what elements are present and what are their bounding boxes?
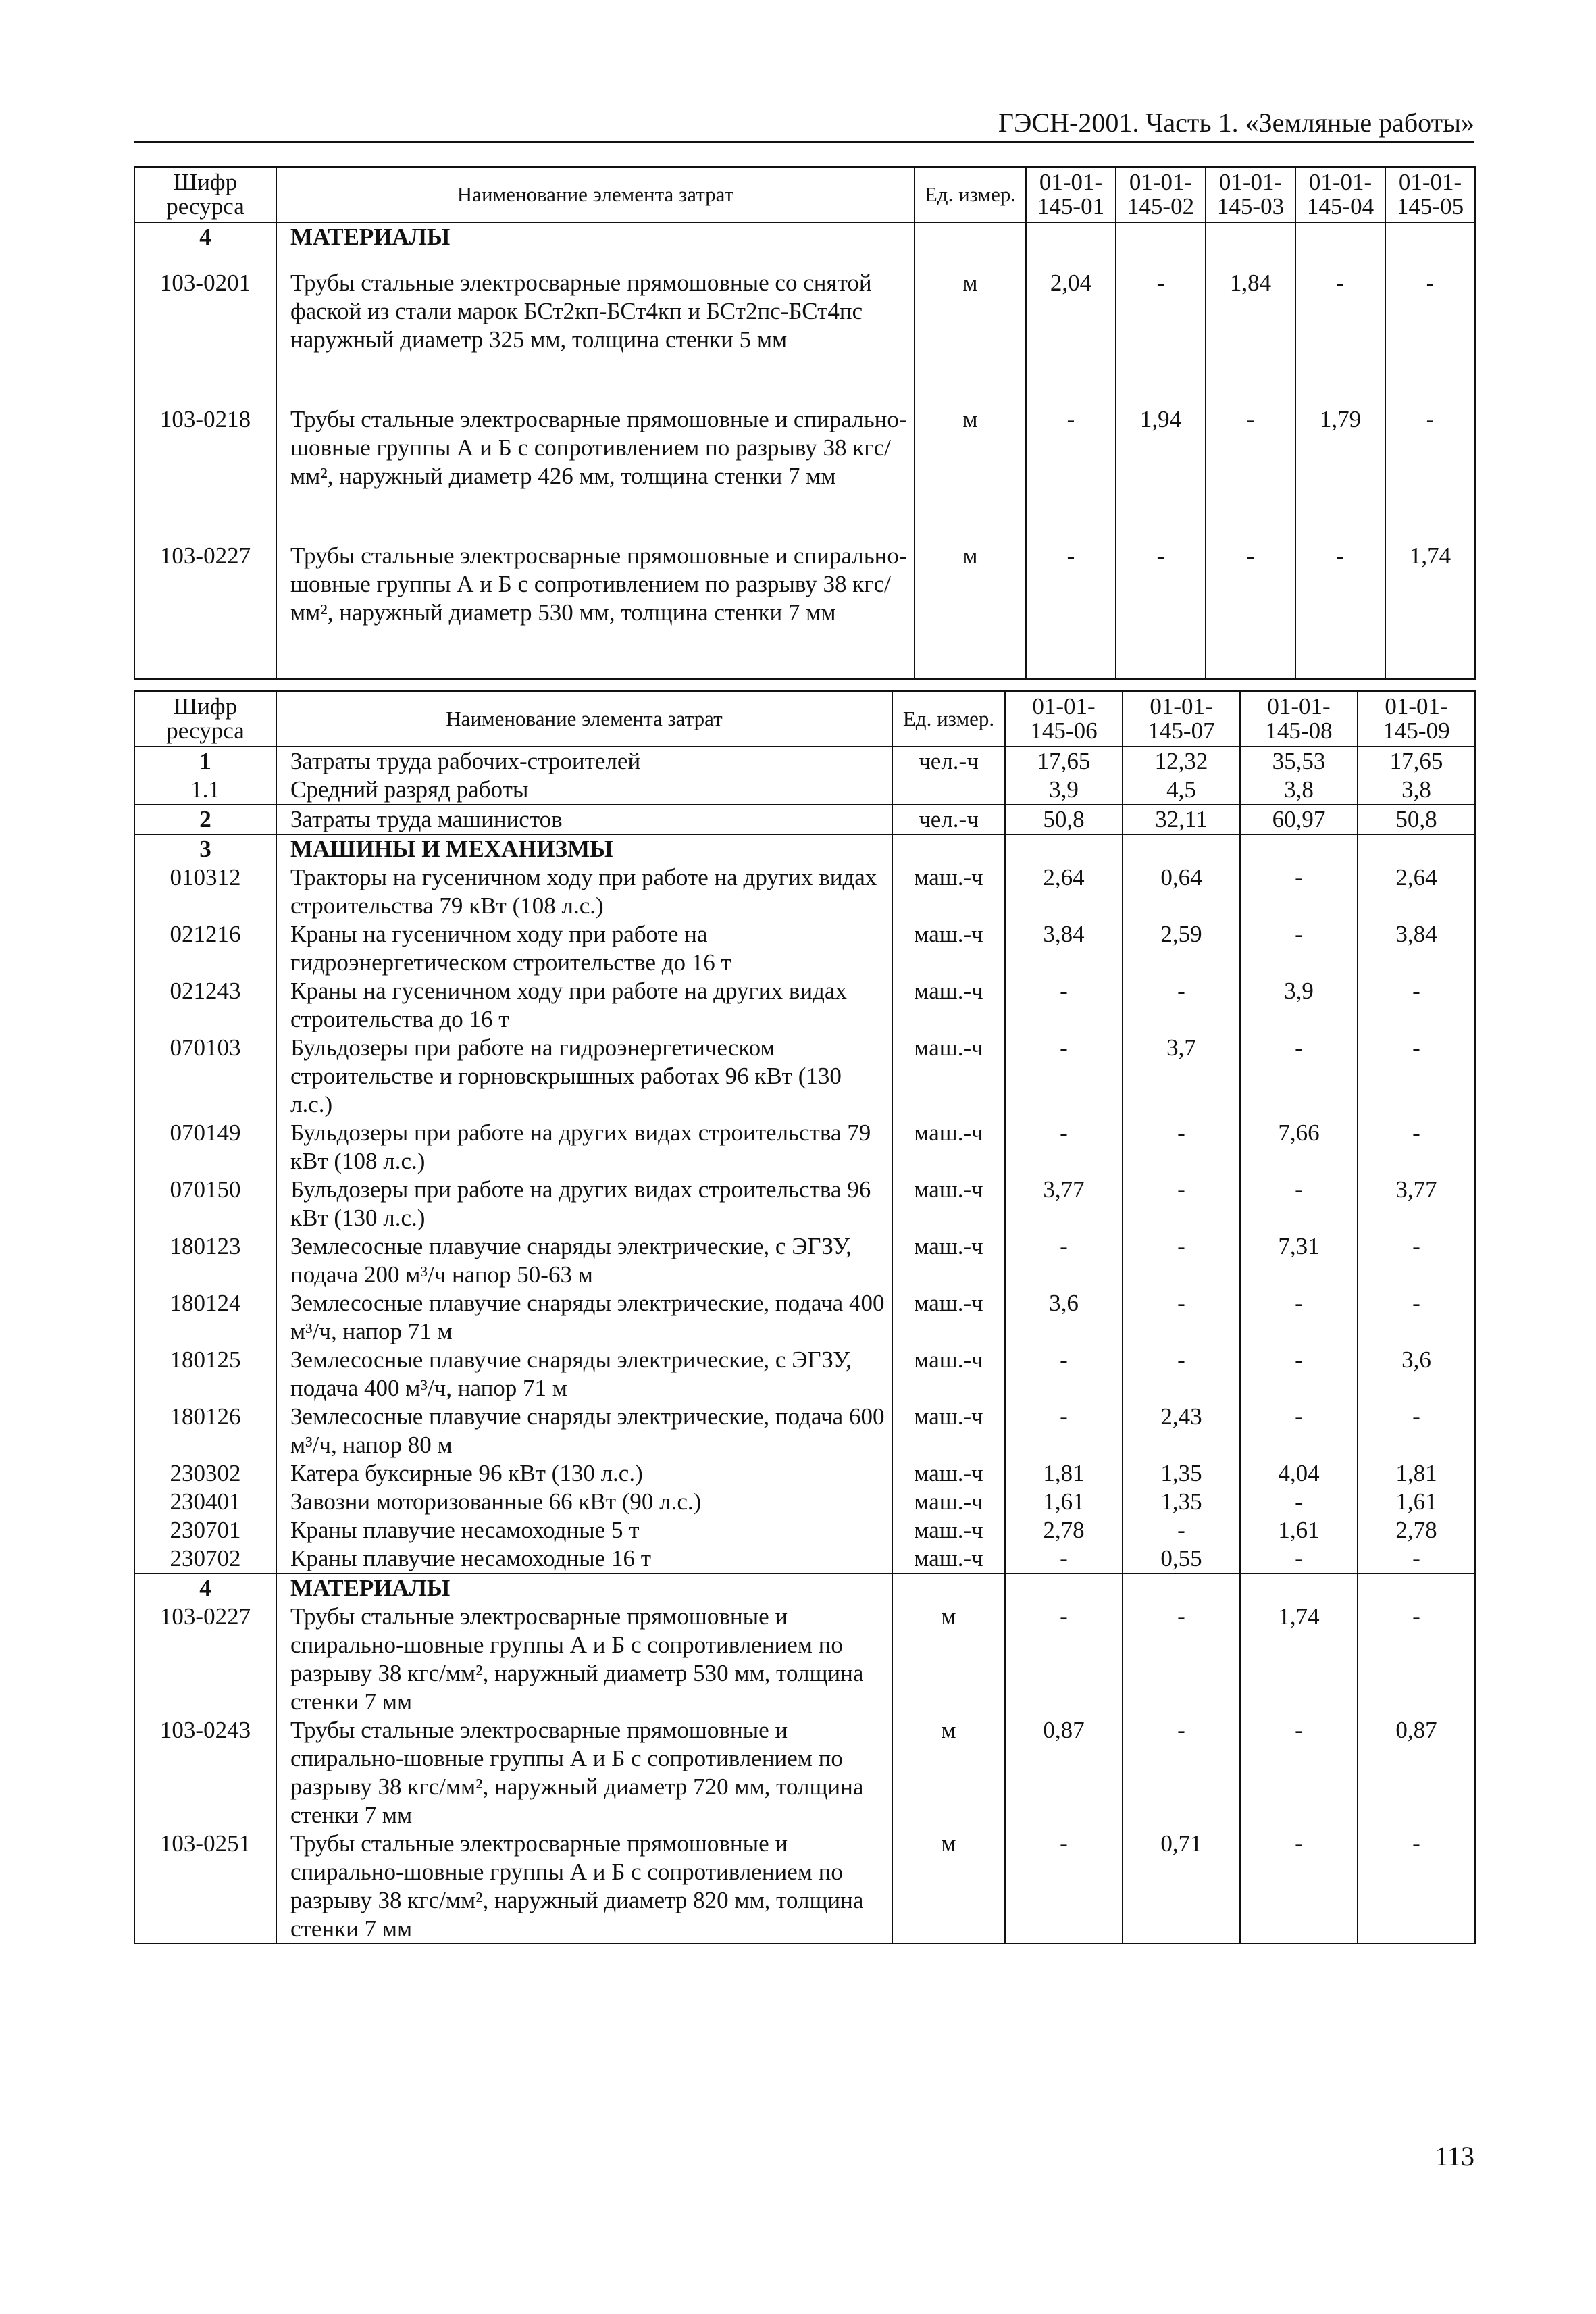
resource-code: 230702 — [134, 1544, 276, 1574]
value-145-08: 60,97 — [1240, 805, 1358, 834]
value-145-06: 50,8 — [1005, 805, 1123, 834]
resource-code: 180123 — [134, 1232, 276, 1289]
value-145-07: 1,35 — [1123, 1459, 1240, 1488]
resource-name: Затраты труда рабочих-строителей — [276, 747, 892, 776]
value-145-02: - — [1116, 542, 1206, 679]
section-number: 1 — [134, 747, 276, 776]
resource-code: 230701 — [134, 1516, 276, 1544]
value-145-07: 1,35 — [1123, 1488, 1240, 1516]
column-header-145-04: 01-01-145-04 — [1295, 167, 1385, 222]
value-145-09: - — [1358, 1119, 1475, 1176]
value-145-08: 3,9 — [1240, 977, 1358, 1034]
section-number: 4 — [134, 222, 276, 269]
value-145-07: 32,11 — [1123, 805, 1240, 834]
resource-code: 103-0227 — [134, 542, 276, 679]
value-145-08: - — [1240, 863, 1358, 920]
resource-unit: м — [892, 1603, 1005, 1716]
resource-name: Трубы стальные электросварные прямошовные и спирально-шовные группы А и Б с сопротивлением по разрыву 38 кгс/мм², наружный диаметр 530 мм, толщина стенки 7 мм — [276, 542, 915, 679]
value-145-03: - — [1206, 405, 1295, 542]
resource-code: 180125 — [134, 1346, 276, 1403]
value-145-09: - — [1358, 1544, 1475, 1574]
value-145-06: 3,84 — [1005, 920, 1123, 977]
resource-name: Краны на гусеничном ходу при работе на других видах строительства до 16 т — [276, 977, 892, 1034]
table-row — [134, 1830, 1475, 1944]
resource-code: 010312 — [134, 863, 276, 920]
table-row — [134, 1603, 1475, 1716]
value-145-09: 2,78 — [1358, 1516, 1475, 1544]
section-row-materials — [134, 1574, 1475, 1603]
resource-unit: маш.-ч — [892, 1488, 1005, 1516]
value-145-02: 1,94 — [1116, 405, 1206, 542]
header-rule — [134, 141, 1474, 143]
resource-unit: маш.-ч — [892, 977, 1005, 1034]
resource-name: Бульдозеры при работе на других видах строительства 96 кВт (130 л.с.) — [276, 1176, 892, 1232]
operators-row — [134, 805, 1475, 834]
value-145-07: - — [1123, 1119, 1240, 1176]
value-145-09: 3,8 — [1358, 776, 1475, 805]
resource-unit: м — [892, 1716, 1005, 1830]
resource-unit: маш.-ч — [892, 1232, 1005, 1289]
resource-unit: маш.-ч — [892, 1516, 1005, 1544]
value-145-04: - — [1295, 269, 1385, 405]
resource-unit: маш.-ч — [892, 1289, 1005, 1346]
resource-code: 070103 — [134, 1034, 276, 1119]
table-row — [134, 269, 1475, 405]
value-145-09: 1,81 — [1358, 1459, 1475, 1488]
value-145-07: 4,5 — [1123, 776, 1240, 805]
value-145-09: 3,77 — [1358, 1176, 1475, 1232]
value-145-09: - — [1358, 1289, 1475, 1346]
value-145-08: 7,31 — [1240, 1232, 1358, 1289]
table-row — [134, 1119, 1475, 1176]
value-145-08: 35,53 — [1240, 747, 1358, 776]
value-145-07: - — [1123, 1289, 1240, 1346]
section-number: 3 — [134, 834, 276, 863]
column-header-unit: Ед. измер. — [892, 691, 1005, 747]
value-145-07: - — [1123, 977, 1240, 1034]
value-145-09: - — [1358, 1232, 1475, 1289]
resource-name: Краны плавучие несамоходные 5 т — [276, 1516, 892, 1544]
materials-table-145-01-05 — [134, 166, 1476, 680]
value-145-08: 1,74 — [1240, 1603, 1358, 1716]
table-row — [134, 977, 1475, 1034]
value-145-05: 1,74 — [1385, 542, 1475, 679]
resource-unit: маш.-ч — [892, 863, 1005, 920]
value-145-07: 0,55 — [1123, 1544, 1240, 1574]
table-row — [134, 1544, 1475, 1574]
value-145-08: - — [1240, 1716, 1358, 1830]
value-145-09: - — [1358, 1603, 1475, 1716]
resource-unit: маш.-ч — [892, 1176, 1005, 1232]
resource-name: Тракторы на гусеничном ходу при работе на других видах строительства 79 кВт (108 л.с.) — [276, 863, 892, 920]
value-145-09: 17,65 — [1358, 747, 1475, 776]
value-145-06: 3,6 — [1005, 1289, 1123, 1346]
resource-code: 103-0243 — [134, 1716, 276, 1830]
section-title: МАШИНЫ И МЕХАНИЗМЫ — [276, 834, 892, 863]
value-145-07: 2,59 — [1123, 920, 1240, 977]
value-145-09: 0,87 — [1358, 1716, 1475, 1830]
value-145-07: - — [1123, 1716, 1240, 1830]
value-145-01: - — [1026, 405, 1116, 542]
resource-unit: маш.-ч — [892, 1034, 1005, 1119]
resource-name: Средний разряд работы — [276, 776, 892, 805]
section-title: МАТЕРИАЛЫ — [276, 222, 915, 269]
resource-name: Землесосные плавучие снаряды электрические, подача 400 м³/ч, напор 71 м — [276, 1289, 892, 1346]
value-145-06: - — [1005, 1034, 1123, 1119]
resource-name: Трубы стальные электросварные прямошовные и спирально-шовные группы А и Б с сопротивлением по разрыву 38 кгс/мм², наружный диаметр 426 мм, толщина стенки 7 мм — [276, 405, 915, 542]
resource-unit: чел.-ч — [892, 805, 1005, 834]
resource-name: Бульдозеры при работе на гидроэнергетическом строительстве и горновскрышных работах 96 кВт (130 л.с.) — [276, 1034, 892, 1119]
page-number: 113 — [1435, 2141, 1474, 2171]
column-header-145-03: 01-01-145-03 — [1206, 167, 1295, 222]
value-145-06: 3,9 — [1005, 776, 1123, 805]
resource-name: Бульдозеры при работе на других видах строительства 79 кВт (108 л.с.) — [276, 1119, 892, 1176]
table-row — [134, 1034, 1475, 1119]
resource-code: 103-0251 — [134, 1830, 276, 1944]
value-145-06: - — [1005, 1830, 1123, 1944]
value-145-06: - — [1005, 1544, 1123, 1574]
resource-unit: маш.-ч — [892, 1459, 1005, 1488]
resource-code: 103-0218 — [134, 405, 276, 542]
table-row — [134, 920, 1475, 977]
resource-name: Затраты труда машинистов — [276, 805, 892, 834]
resource-code: 180124 — [134, 1289, 276, 1346]
resource-unit: м — [915, 542, 1026, 679]
resource-name: Землесосные плавучие снаряды электрические, с ЭГЗУ, подача 400 м³/ч, напор 71 м — [276, 1346, 892, 1403]
section-title: МАТЕРИАЛЫ — [276, 1574, 892, 1603]
value-145-08: - — [1240, 1289, 1358, 1346]
value-145-08: - — [1240, 1488, 1358, 1516]
value-145-08: - — [1240, 1544, 1358, 1574]
table-row — [134, 1716, 1475, 1830]
column-header-name: Наименование элемента затрат — [276, 167, 915, 222]
value-145-07: - — [1123, 1603, 1240, 1716]
value-145-08: - — [1240, 1176, 1358, 1232]
resource-code: 021243 — [134, 977, 276, 1034]
resource-code: 230401 — [134, 1488, 276, 1516]
value-145-06: 3,77 — [1005, 1176, 1123, 1232]
table-row — [134, 542, 1475, 679]
resource-name: Трубы стальные электросварные прямошовные со снятой фаской из стали марок БСт2кп-БСт4кп и БСт2пс-БСт4пс наружный диаметр 325 мм, толщина стенки 5 мм — [276, 269, 915, 405]
value-145-06: - — [1005, 1403, 1123, 1459]
value-145-06: 2,78 — [1005, 1516, 1123, 1544]
value-145-07: - — [1123, 1176, 1240, 1232]
value-145-09: 1,61 — [1358, 1488, 1475, 1516]
column-header-145-02: 01-01-145-02 — [1116, 167, 1206, 222]
value-145-04: 1,79 — [1295, 405, 1385, 542]
value-145-07: 0,64 — [1123, 863, 1240, 920]
value-145-07: 0,71 — [1123, 1830, 1240, 1944]
value-145-06: 2,64 — [1005, 863, 1123, 920]
column-header-145-08: 01-01-145-08 — [1240, 691, 1358, 747]
value-145-07: - — [1123, 1516, 1240, 1544]
labor-row — [134, 747, 1475, 776]
resource-name: Трубы стальные электросварные прямошовные и спирально-шовные группы А и Б с сопротивлением по разрыву 38 кгс/мм², наружный диаметр 720 мм, толщина стенки 7 мм — [276, 1716, 892, 1830]
value-145-08: - — [1240, 1034, 1358, 1119]
section-number: 4 — [134, 1574, 276, 1603]
grade-row — [134, 776, 1475, 805]
value-145-09: 3,6 — [1358, 1346, 1475, 1403]
section-number: 1.1 — [134, 776, 276, 805]
value-145-08: 1,61 — [1240, 1516, 1358, 1544]
value-145-03: - — [1206, 542, 1295, 679]
resource-unit: чел.-ч — [892, 747, 1005, 776]
table-row — [134, 1516, 1475, 1544]
table-row — [134, 1176, 1475, 1232]
section-number: 2 — [134, 805, 276, 834]
resource-name: Катера буксирные 96 кВт (130 л.с.) — [276, 1459, 892, 1488]
column-header-unit: Ед. измер. — [915, 167, 1026, 222]
value-145-06: - — [1005, 977, 1123, 1034]
table-row — [134, 405, 1475, 542]
resource-name: Краны плавучие несамоходные 16 т — [276, 1544, 892, 1574]
resource-unit: маш.-ч — [892, 1346, 1005, 1403]
table-row — [134, 1232, 1475, 1289]
value-145-07: 3,7 — [1123, 1034, 1240, 1119]
value-145-07: - — [1123, 1346, 1240, 1403]
table-row — [134, 863, 1475, 920]
value-145-06: - — [1005, 1232, 1123, 1289]
value-145-04: - — [1295, 542, 1385, 679]
resource-code: 021216 — [134, 920, 276, 977]
value-145-08: - — [1240, 1346, 1358, 1403]
value-145-07: 2,43 — [1123, 1403, 1240, 1459]
table-row — [134, 1488, 1475, 1516]
resource-name: Трубы стальные электросварные прямошовные и спирально-шовные группы А и Б с сопротивлением по разрыву 38 кгс/мм², наружный диаметр 530 мм, толщина стенки 7 мм — [276, 1603, 892, 1716]
resource-name: Завозни моторизованные 66 кВт (90 л.с.) — [276, 1488, 892, 1516]
resource-name: Краны на гусеничном ходу при работе на гидроэнергетическом строительстве до 16 т — [276, 920, 892, 977]
value-145-06: 1,81 — [1005, 1459, 1123, 1488]
column-header-145-05: 01-01-145-05 — [1385, 167, 1475, 222]
column-header-name: Наименование элемента затрат — [276, 691, 892, 747]
resource-name: Трубы стальные электросварные прямошовные и спирально-шовные группы А и Б с сопротивлением по разрыву 38 кгс/мм², наружный диаметр 820 мм, толщина стенки 7 мм — [276, 1830, 892, 1944]
resource-code: 103-0201 — [134, 269, 276, 405]
column-header-145-06: 01-01-145-06 — [1005, 691, 1123, 747]
value-145-06: - — [1005, 1346, 1123, 1403]
value-145-08: 4,04 — [1240, 1459, 1358, 1488]
resource-unit: м — [892, 1830, 1005, 1944]
value-145-09: 3,84 — [1358, 920, 1475, 977]
resource-code: 230302 — [134, 1459, 276, 1488]
value-145-08: - — [1240, 1830, 1358, 1944]
value-145-09: - — [1358, 1403, 1475, 1459]
value-145-05: - — [1385, 405, 1475, 542]
table-row — [134, 1459, 1475, 1488]
value-145-07: - — [1123, 1232, 1240, 1289]
resource-unit: м — [915, 405, 1026, 542]
value-145-08: - — [1240, 1403, 1358, 1459]
value-145-06: 17,65 — [1005, 747, 1123, 776]
value-145-08: 3,8 — [1240, 776, 1358, 805]
column-header-145-01: 01-01-145-01 — [1026, 167, 1116, 222]
value-145-08: 7,66 — [1240, 1119, 1358, 1176]
column-header-145-07: 01-01-145-07 — [1123, 691, 1240, 747]
table-row — [134, 1346, 1475, 1403]
resource-code: 070149 — [134, 1119, 276, 1176]
resource-unit: маш.-ч — [892, 920, 1005, 977]
resource-unit: маш.-ч — [892, 1119, 1005, 1176]
table-row — [134, 1289, 1475, 1346]
value-145-06: 1,61 — [1005, 1488, 1123, 1516]
value-145-09: - — [1358, 1830, 1475, 1944]
value-145-06: - — [1005, 1119, 1123, 1176]
resource-unit: маш.-ч — [892, 1403, 1005, 1459]
value-145-03: 1,84 — [1206, 269, 1295, 405]
value-145-05: - — [1385, 269, 1475, 405]
value-145-02: - — [1116, 269, 1206, 405]
table-row — [134, 1403, 1475, 1459]
resource-unit: м — [915, 269, 1026, 405]
resource-unit: маш.-ч — [892, 1544, 1005, 1574]
column-header-code: Шифр ресурса — [134, 167, 276, 222]
resource-code: 103-0227 — [134, 1603, 276, 1716]
resources-table-145-06-09 — [134, 690, 1476, 1944]
value-145-01: 2,04 — [1026, 269, 1116, 405]
page-header-title: ГЭСН-2001. Часть 1. «Земляные работы» — [998, 107, 1474, 138]
resource-name: Землесосные плавучие снаряды электрические, с ЭГЗУ, подача 200 м³/ч напор 50-63 м — [276, 1232, 892, 1289]
value-145-07: 12,32 — [1123, 747, 1240, 776]
value-145-08: - — [1240, 920, 1358, 977]
resource-name: Землесосные плавучие снаряды электрические, подача 600 м³/ч, напор 80 м — [276, 1403, 892, 1459]
section-row-materials — [134, 222, 1475, 269]
resource-code: 180126 — [134, 1403, 276, 1459]
section-row-machines — [134, 834, 1475, 863]
value-145-01: - — [1026, 542, 1116, 679]
column-header-145-09: 01-01-145-09 — [1358, 691, 1475, 747]
resource-code: 070150 — [134, 1176, 276, 1232]
value-145-06: 0,87 — [1005, 1716, 1123, 1830]
column-header-code: Шифр ресурса — [134, 691, 276, 747]
value-145-09: - — [1358, 977, 1475, 1034]
value-145-09: 2,64 — [1358, 863, 1475, 920]
value-145-09: 50,8 — [1358, 805, 1475, 834]
value-145-06: - — [1005, 1603, 1123, 1716]
value-145-09: - — [1358, 1034, 1475, 1119]
